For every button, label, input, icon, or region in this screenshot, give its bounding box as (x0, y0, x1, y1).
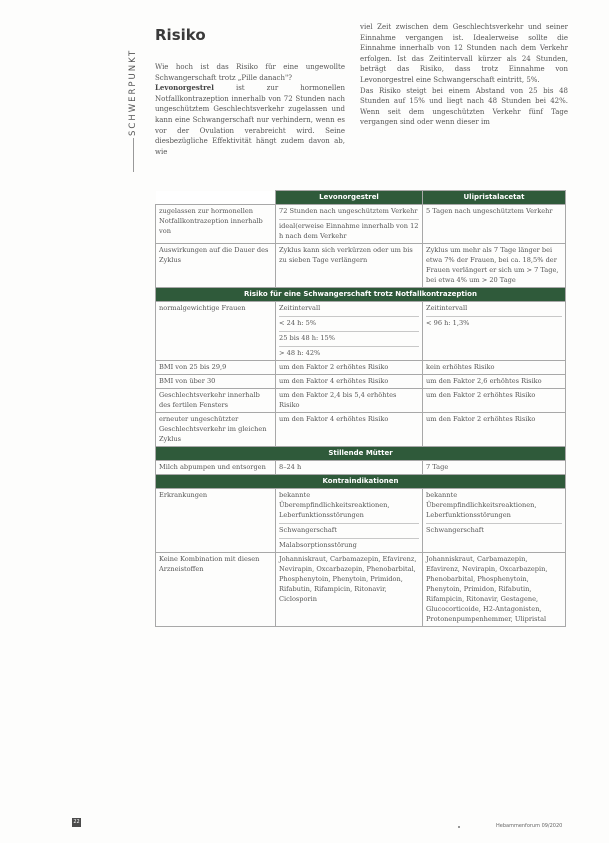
text-column-left (155, 62, 345, 157)
text-column-right (360, 22, 568, 128)
cell-ulipristalacetat: 5 Tagen nach ungeschütztem Verkehr (423, 205, 566, 244)
cell-text: Malabsorptionsstörung (279, 538, 419, 550)
cell-levonorgestrel: um den Faktor 2,4 bis 5,4 erhöhtes Risiko (276, 389, 423, 413)
cell-levonorgestrel: um den Faktor 2 erhöhtes Risiko (276, 361, 423, 375)
paragraph-interval: viel Zeit zwischen dem Geschlechtsverkehr und seiner Einnahme vergangen ist. Idealerweise sollte die Einnahme innerhalb von 12 Stunden nach dem Verkehr erfolgen. Ist das Zeitintervall kürzer als 24 Stunden, beträgt das Risiko, dass trotz Einnahme von Levonorgestrel eine Schwangerschaft eintritt, 5%. (360, 23, 568, 84)
cell-ulipristalacetat: Johanniskraut, Carbamazepin, Efavirenz, Nevirapin, Oxcarbazepin, Phenobarbital, Phosphenytoin, Phenytoin, Primidon, Rifabutin, Rifampicin, Ritonavir, Gestagene, Glucocorticoide, H2-Antagonisten, Protonenpumpenhemmer, Ulipristal (423, 553, 566, 627)
row-label: normalgewichtige Frauen (156, 302, 276, 361)
cell-text: < 96 h: 1,3% (426, 316, 562, 328)
cell-levonorgestrel (276, 205, 423, 244)
table-row (156, 553, 566, 627)
table-row (156, 489, 566, 553)
cell-text: Zeitintervall (279, 304, 321, 312)
cell-ulipristalacetat: kein erhöhtes Risiko (423, 361, 566, 375)
cell-text: Schwangerschaft (279, 523, 419, 535)
header-ulipristalacetat: Ulipristalacetat (423, 191, 566, 205)
cell-ulipristalacetat: um den Faktor 2 erhöhtes Risiko (423, 389, 566, 413)
row-label: erneuter ungeschützter Geschlechtsverkehr im gleichen Zyklus (156, 413, 276, 447)
table-row (156, 375, 566, 389)
cell-levonorgestrel: Johanniskraut, Carbamazepin, Efavirenz, Nevirapin, Oxcarbazepin, Phenobarbital, Phosphenytoin, Phenytoin, Primidon, Rifabutin, Rifampicin, Ritonavir, Ciclosporin (276, 553, 423, 627)
cell-levonorgestrel: Zyklus kann sich verkürzen oder um bis zu sieben Tage verlängern (276, 244, 423, 288)
page-number: 22 (73, 819, 80, 825)
term-levonorgestrel: Levonorgestrel (155, 83, 214, 93)
table-row (156, 413, 566, 447)
table-header-row (156, 191, 566, 205)
row-label: Geschlechtsverkehr innerhalb des fertilen Fensters (156, 389, 276, 413)
cell-ulipristalacetat: Zyklus um mehr als 7 Tage länger bei etwa 7% der Frauen, bei ca. 18,5% der Frauen verlängert er sich um > 7 Tage, bei etwa 4% um > 20 Tage (423, 244, 566, 288)
table-row (156, 389, 566, 413)
section-divider (133, 138, 134, 172)
table-row (156, 302, 566, 361)
section-risk-title: Risiko für eine Schwangerschaft trotz Notfallkontrazeption (156, 288, 566, 302)
paragraph-text: ist zur hormonellen Notfallkontrazeption innerhalb von 72 Stunden nach ungeschütztem Geschlechtsverkehr zugelassen und kann eine Schwangerschaft nur verhindern, wenn es vor der Ovulation verabreicht wird. Seine diesbezügliche Effektivität hängt zudem davon ab, wie (155, 84, 345, 156)
row-label: Keine Kombination mit diesen Arzneistoffen (156, 553, 276, 627)
table-section-header (156, 288, 566, 302)
cell-text: < 24 h: 5% (279, 316, 419, 328)
row-label: Auswirkungen auf die Dauer des Zyklus (156, 244, 276, 288)
cell-levonorgestrel: um den Faktor 4 erhöhtes Risiko (276, 413, 423, 447)
cell-text: bekannte Überempfindlichkeitsreaktionen, Leberfunktionsstörungen (279, 491, 390, 519)
row-label: zugelassen zur hormonellen Notfallkontrazeption innerhalb von (156, 205, 276, 244)
paragraph-risk: Das Risiko steigt bei einem Abstand von 25 bis 48 Stunden auf 15% und liegt nach 48 Stunden bei 42%. Wenn seit dem ungeschützten Verkehr fünf Tage vergangen sind oder wenn dieser im (360, 86, 568, 127)
footer-dot (458, 826, 460, 828)
table-row (156, 244, 566, 288)
cell-ulipristalacetat: 7 Tage (423, 461, 566, 475)
cell-levonorgestrel (276, 302, 423, 361)
table-row (156, 361, 566, 375)
cell-text: ideal(erweise Einnahme innerhalb von 12 h nach dem Verkehr (279, 219, 419, 241)
section-label: SCHWERPUNKT (128, 48, 138, 136)
cell-text: 72 Stunden nach ungeschütztem Verkehr (279, 207, 418, 215)
cell-text: Zeitintervall (426, 304, 468, 312)
table-row (156, 461, 566, 475)
paragraph-intro: Wie hoch ist das Risiko für eine ungewollte Schwangerschaft trotz „Pille danach"? (155, 63, 345, 82)
cell-ulipristalacetat: um den Faktor 2,6 erhöhtes Risiko (423, 375, 566, 389)
cell-text: 25 bis 48 h: 15% (279, 331, 419, 343)
cell-ulipristalacetat (423, 489, 566, 553)
header-levonorgestrel: Levonorgestrel (276, 191, 423, 205)
row-label: Erkrankungen (156, 489, 276, 553)
row-label: Milch abpumpen und entsorgen (156, 461, 276, 475)
cell-ulipristalacetat (423, 302, 566, 361)
cell-text: bekannte Überempfindlichkeitsreaktionen, Leberfunktionsstörungen (426, 491, 537, 519)
footer-journal: Hebammenforum 09/2020 (496, 823, 563, 829)
table-row (156, 205, 566, 244)
section-contraindications-title: Kontraindikationen (156, 475, 566, 489)
row-label: BMI von über 30 (156, 375, 276, 389)
article-title: Risiko (155, 26, 206, 44)
row-label: BMI von 25 bis 29,9 (156, 361, 276, 375)
cell-levonorgestrel: um den Faktor 4 erhöhtes Risiko (276, 375, 423, 389)
cell-ulipristalacetat: um den Faktor 2 erhöhtes Risiko (423, 413, 566, 447)
cell-text: Schwangerschaft (426, 523, 562, 535)
header-blank (156, 191, 276, 205)
section-breastfeeding-title: Stillende Mütter (156, 447, 566, 461)
comparison-table (155, 190, 566, 627)
paragraph-levonorgestrel (155, 83, 345, 157)
table-section-header (156, 447, 566, 461)
cell-levonorgestrel (276, 489, 423, 553)
cell-levonorgestrel: 8–24 h (276, 461, 423, 475)
table-section-header (156, 475, 566, 489)
cell-text: > 48 h: 42% (279, 346, 419, 358)
